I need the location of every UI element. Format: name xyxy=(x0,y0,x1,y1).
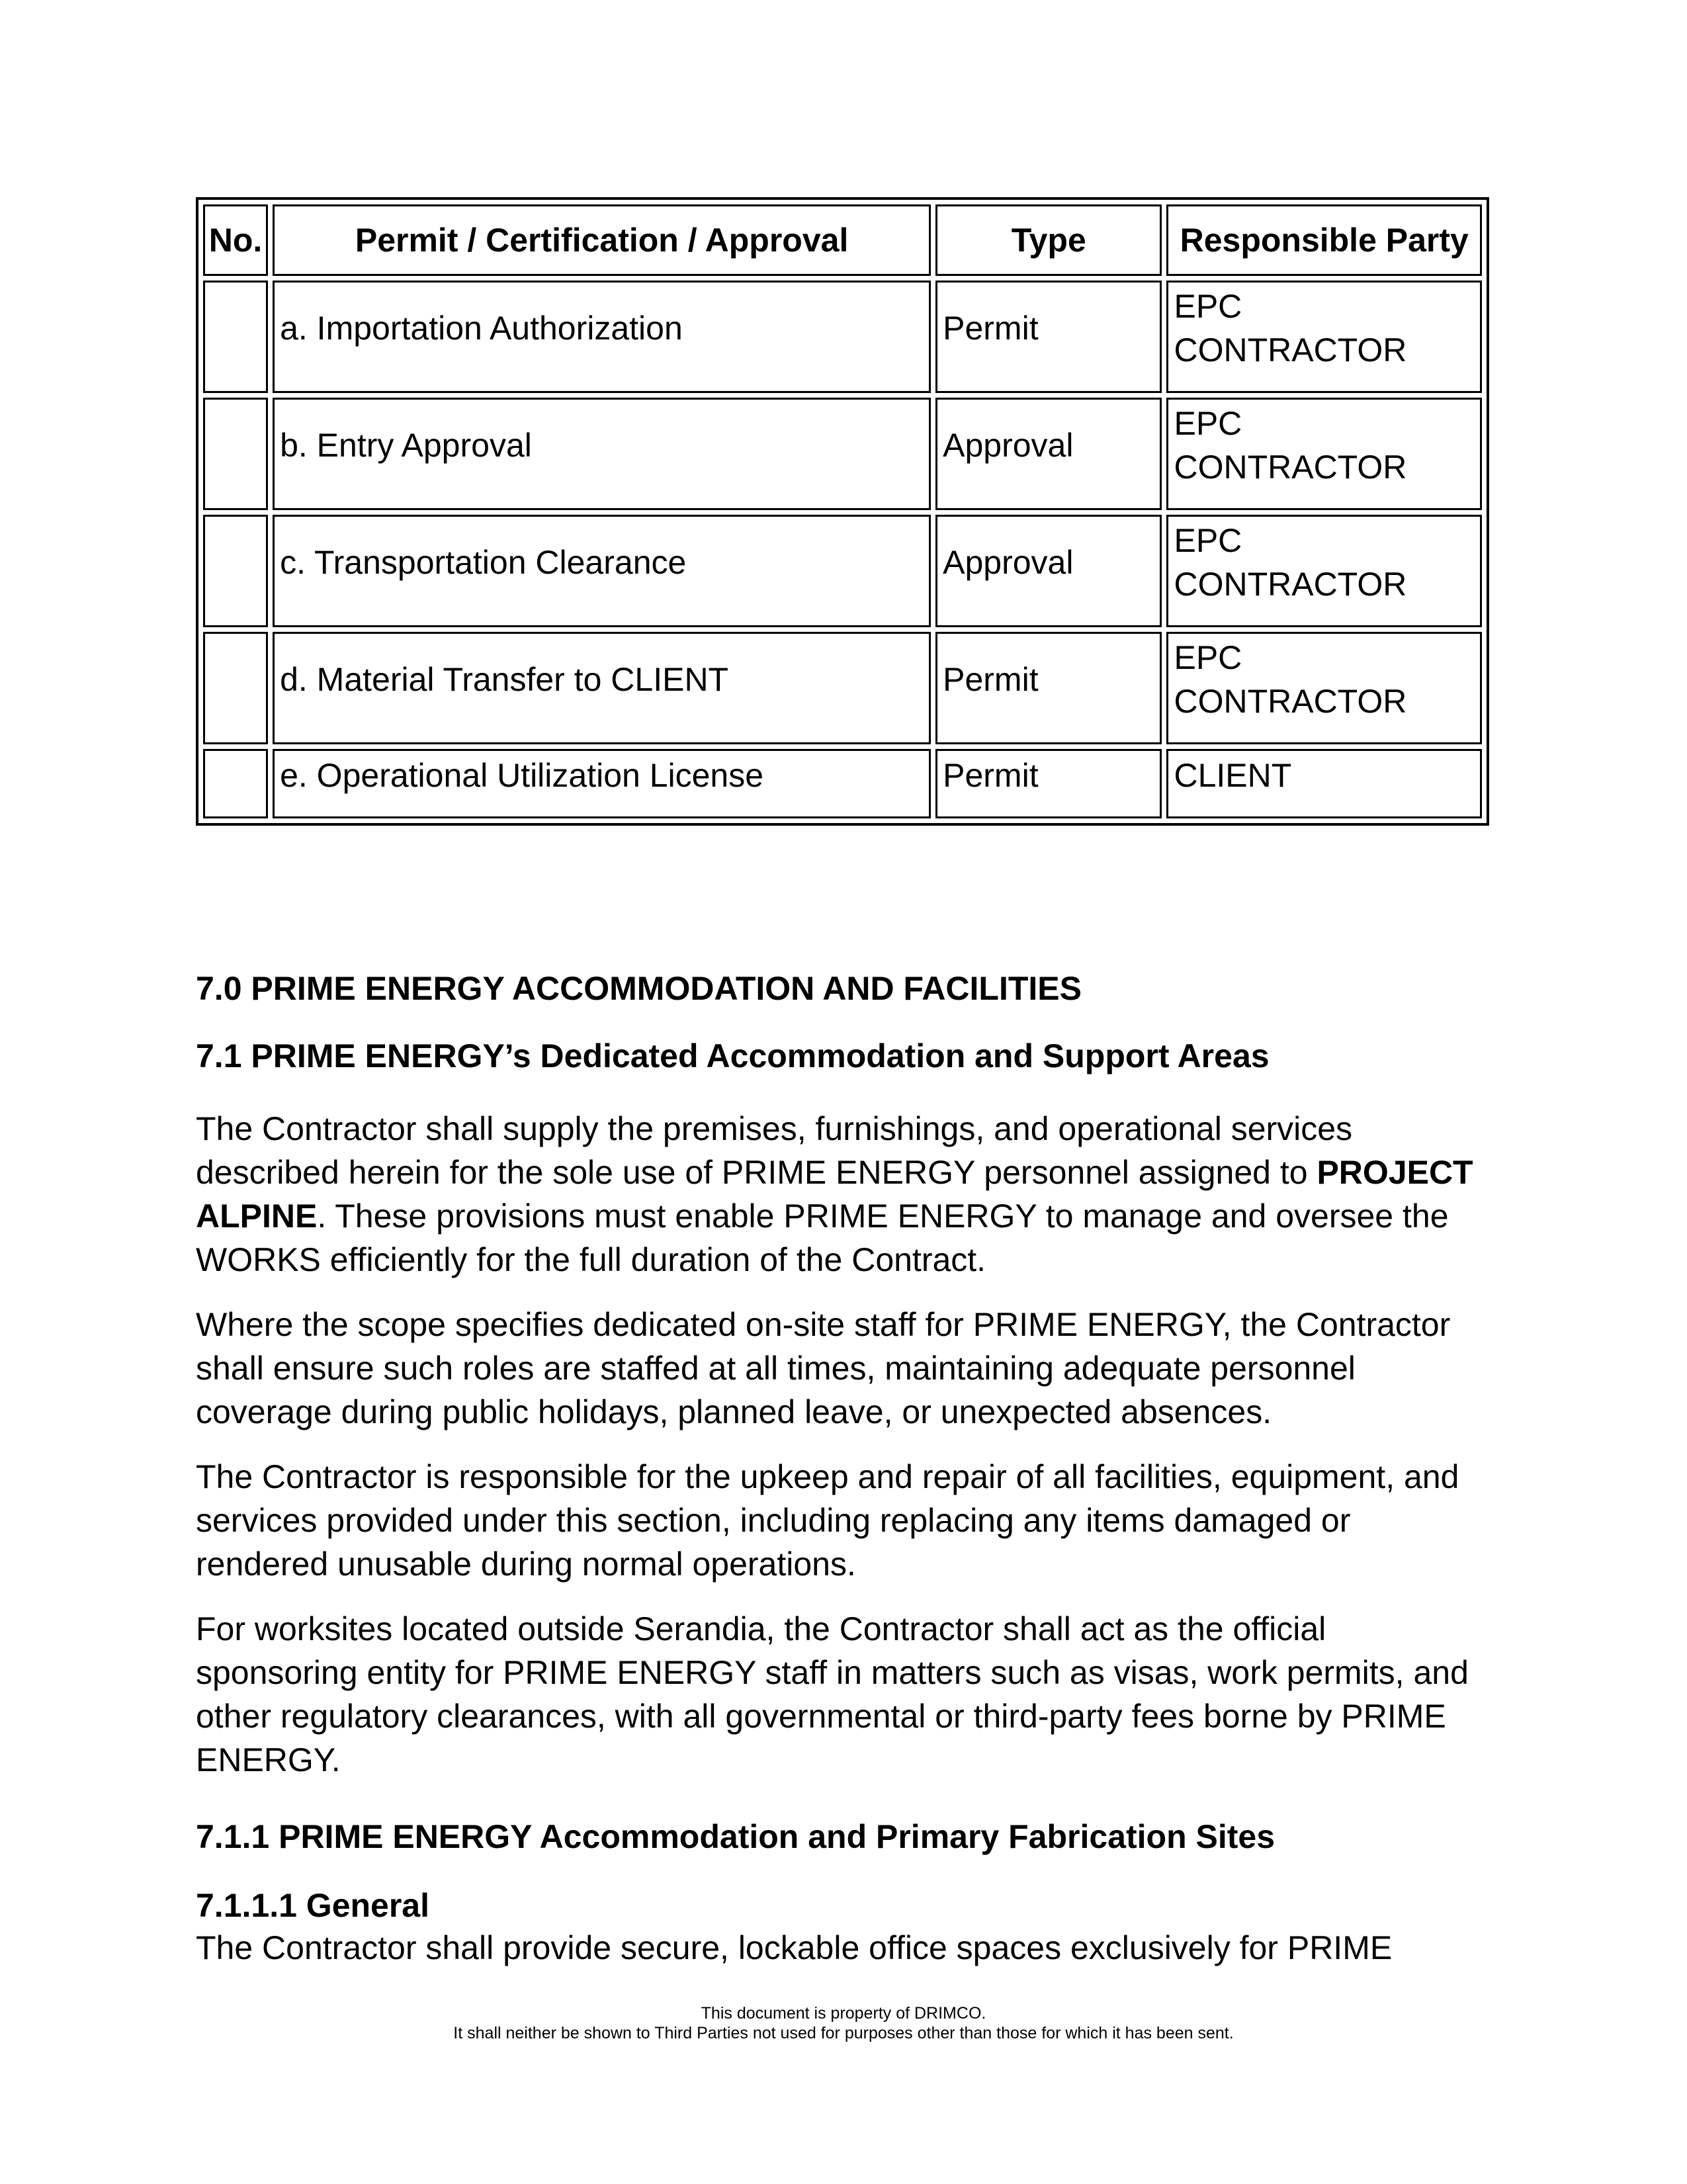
cell-responsible-party: EPC CONTRACTOR xyxy=(1166,398,1482,510)
cell-responsible-party: EPC CONTRACTOR xyxy=(1166,515,1482,627)
section-heading-7-1-1: 7.1.1 PRIME ENERGY Accommodation and Primary Fabrication Sites xyxy=(196,1818,1276,1855)
cell-permit-name: c. Transportation Clearance xyxy=(273,515,931,627)
footer-line-1: This document is property of DRIMCO. xyxy=(701,2004,986,2023)
page-content xyxy=(196,0,1489,1970)
table-header-row xyxy=(203,204,1482,276)
paragraph-text: . These provisions must enable PRIME ENERGY to manage and oversee the WORKS efficiently for the full duration of the Contract. xyxy=(196,1198,1449,1278)
cell-no xyxy=(203,749,268,818)
cell-permit-name: e. Operational Utilization License xyxy=(273,749,931,818)
cell-responsible-party: EPC CONTRACTOR xyxy=(1166,281,1482,393)
cell-type: Approval xyxy=(935,515,1162,627)
paragraph-staffing: Where the scope specifies dedicated on-site staff for PRIME ENERGY, the Contractor shall ensure such roles are staffed at all times, maintaining adequate personnel coverage during public holidays, planned leave, or unexpected absences. xyxy=(196,1306,1451,1430)
cell-no xyxy=(203,515,268,627)
cell-type: Approval xyxy=(935,398,1162,510)
table-row-a xyxy=(203,281,1482,393)
table-row-b xyxy=(203,398,1482,510)
cell-type: Permit xyxy=(935,632,1162,744)
section-heading-7-1: 7.1 PRIME ENERGY’s Dedicated Accommodation and Support Areas xyxy=(196,1037,1270,1074)
table-row-d xyxy=(203,632,1482,744)
paragraph-office-spaces: The Contractor shall provide secure, lockable office spaces exclusively for PRIME xyxy=(196,1929,1393,1966)
cell-type: Permit xyxy=(935,749,1162,818)
cell-no xyxy=(203,632,268,744)
paragraph-sponsoring: For worksites located outside Serandia, the Contractor shall act as the official sponsoring entity for PRIME ENERGY staff in matters such as visas, work permits, and other regulatory clearances, with all governmental or third-party fees borne by PRIME ENERGY. xyxy=(196,1610,1469,1778)
col-header-responsible-party: Responsible Party xyxy=(1166,204,1482,276)
cell-permit-name: d. Material Transfer to CLIENT xyxy=(273,632,931,744)
paragraph-supply-premises xyxy=(196,1107,1489,1282)
page-footer xyxy=(0,2003,1687,2043)
permits-table xyxy=(196,197,1489,826)
cell-responsible-party: CLIENT xyxy=(1166,749,1482,818)
paragraph-text: The Contractor shall supply the premises, furnishings, and operational services described herein for the sole use of PRIME ENERGY personnel assigned to xyxy=(196,1110,1353,1191)
cell-permit-name: b. Entry Approval xyxy=(273,398,931,510)
table-row-e xyxy=(203,749,1482,818)
table-row-c xyxy=(203,515,1482,627)
cell-responsible-party: EPC CONTRACTOR xyxy=(1166,632,1482,744)
paragraph-upkeep: The Contractor is responsible for the upkeep and repair of all facilities, equipment, and services provided under this section, including replacing any items damaged or rendered unusable during normal operations. xyxy=(196,1458,1459,1583)
col-header-permit: Permit / Certification / Approval xyxy=(273,204,931,276)
section-heading-7-0: 7.0 PRIME ENERGY ACCOMMODATION AND FACILITIES xyxy=(196,970,1082,1007)
footer-line-2: It shall neither be shown to Third Parties not used for purposes other than those for which it has been sent. xyxy=(453,2024,1234,2042)
cell-permit-name: a. Importation Authorization xyxy=(273,281,931,393)
cell-no xyxy=(203,281,268,393)
cell-type: Permit xyxy=(935,281,1162,393)
section-heading-7-1-1-1: 7.1.1.1 General xyxy=(196,1887,430,1924)
cell-no xyxy=(203,398,268,510)
col-header-type: Type xyxy=(935,204,1162,276)
project-alpine-bold-text: PROJECT ALPINE xyxy=(196,1154,1473,1235)
col-header-no: No. xyxy=(203,204,268,276)
